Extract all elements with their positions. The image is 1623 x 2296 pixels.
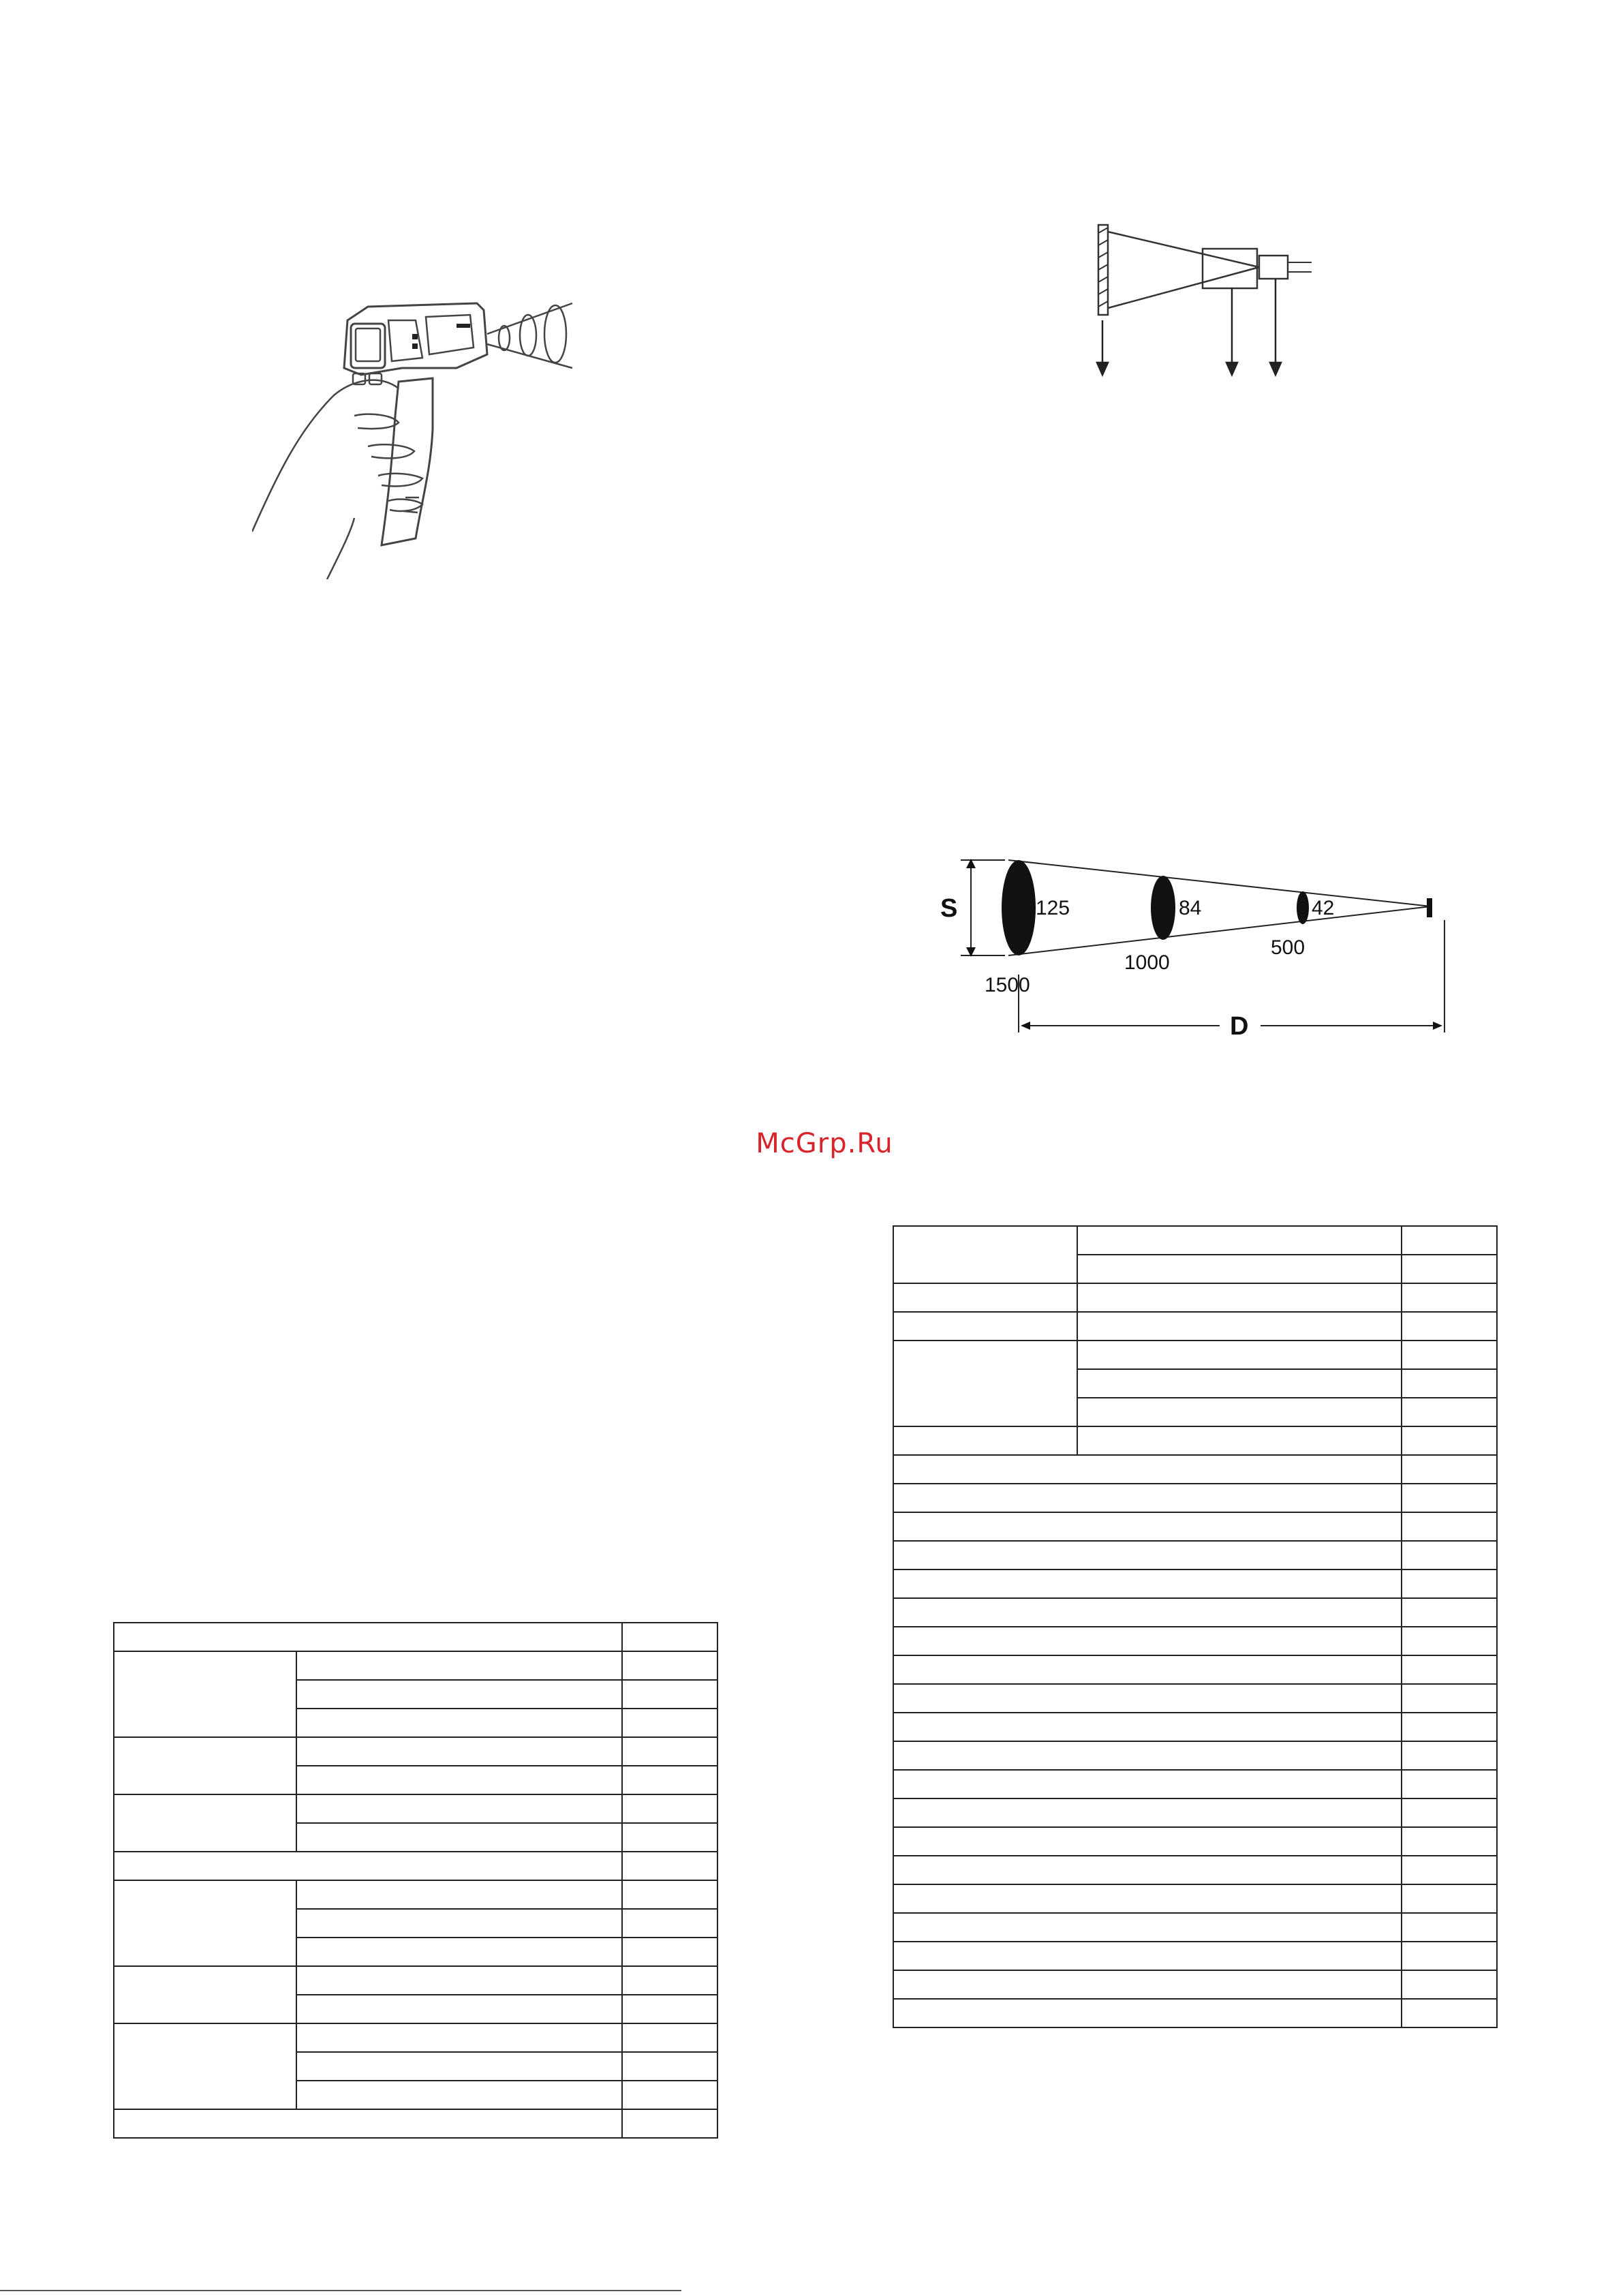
table-row [114, 1651, 717, 1680]
table-row [114, 1880, 717, 1909]
table-row [893, 1999, 1497, 2027]
table-row [893, 1713, 1497, 1741]
table-row [893, 1426, 1497, 1455]
table-row [893, 1741, 1497, 1770]
thermometer-in-hand-illustration [252, 293, 600, 579]
table-row [893, 1541, 1497, 1570]
table-row [114, 2023, 717, 2052]
spot-distance-1: 1500 [985, 974, 1030, 996]
table-row [893, 1226, 1497, 1255]
table-row [893, 1770, 1497, 1798]
table-row [114, 1623, 717, 1651]
table-row [893, 1455, 1497, 1484]
table-row [893, 1827, 1497, 1856]
spot-diameter-1: 125 [1036, 897, 1070, 919]
table-row [893, 1312, 1497, 1341]
table-row [893, 1627, 1497, 1655]
spec-table-right [893, 1225, 1498, 2028]
spot-distance-2: 1000 [1124, 951, 1170, 974]
sensor-lens [1259, 256, 1288, 279]
spot-1000 [1151, 876, 1175, 940]
table-row [893, 1798, 1497, 1827]
table-row [893, 1570, 1497, 1598]
table-row [893, 1913, 1497, 1942]
table-row [893, 1484, 1497, 1512]
table-row [893, 1655, 1497, 1684]
table-row [893, 1942, 1497, 1970]
distance-label: D [1230, 1012, 1249, 1041]
table-row [114, 1966, 717, 1995]
table-row [893, 1598, 1497, 1627]
size-label: S [940, 894, 958, 923]
table-row [114, 2109, 717, 2138]
table-row [893, 1512, 1497, 1541]
sensor-point [1427, 898, 1432, 917]
table-row [893, 1283, 1497, 1312]
spot-1500 [1002, 860, 1036, 955]
spot-500 [1297, 891, 1309, 924]
sensor-housing [1203, 249, 1257, 288]
table-row [893, 1884, 1497, 1913]
table-row [114, 1794, 717, 1823]
watermark: McGrp.Ru [756, 1128, 893, 1159]
spot-diameter-3: 42 [1312, 897, 1335, 919]
table-row [114, 1852, 717, 1880]
measurement-cone [1108, 232, 1259, 308]
field-of-view-diagram [1077, 218, 1329, 382]
footer-divider [0, 2290, 681, 2291]
table-row [893, 1970, 1497, 1999]
table-row [114, 1737, 717, 1766]
spot-distance-3: 500 [1271, 936, 1305, 959]
table-row [893, 1856, 1497, 1884]
spec-table-left [113, 1622, 718, 2139]
table-row [893, 1684, 1497, 1713]
spot-size-distance-diagram [940, 845, 1458, 1043]
table-row [893, 1341, 1497, 1369]
spot-diameter-2: 84 [1179, 897, 1202, 919]
